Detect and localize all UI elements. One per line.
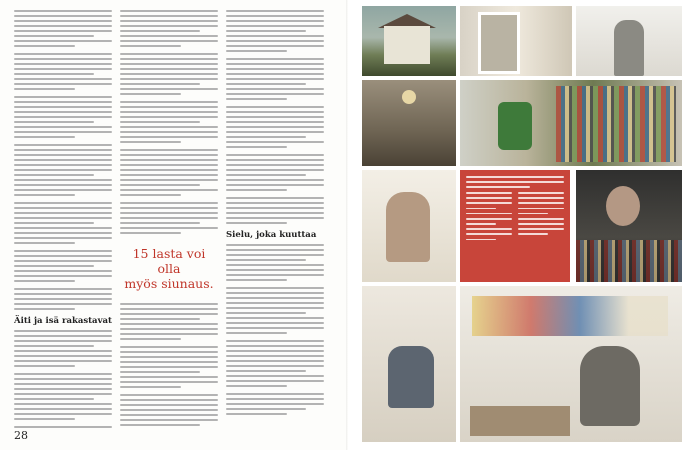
body-text <box>14 330 112 428</box>
body-text <box>226 244 324 415</box>
caption-quote <box>466 192 512 244</box>
photo-interior-lamp <box>362 80 456 166</box>
pull-quote: 15 lasta voi olla myös siunaus. <box>124 246 214 291</box>
body-text <box>14 10 112 310</box>
page-number: 28 <box>14 429 28 442</box>
text-column-2 <box>120 10 218 428</box>
caption-box <box>460 170 570 282</box>
photo-living-room-art <box>460 286 682 442</box>
photo-woman-books <box>576 170 682 282</box>
photo-child-portrait <box>362 170 456 282</box>
photo-wall-frame <box>460 6 572 76</box>
body-text <box>120 303 218 428</box>
subheading-2: Sielu, joka kuuttaa <box>226 230 317 240</box>
right-page <box>348 0 696 450</box>
photo-house-exterior <box>362 6 456 76</box>
caption-text <box>518 192 564 244</box>
text-column-1 <box>14 10 112 428</box>
body-text <box>226 10 324 224</box>
body-text <box>120 10 218 234</box>
photo-bookshelf-room <box>460 80 682 166</box>
photo-person-window <box>576 6 682 76</box>
photo-seated-figure <box>362 286 456 442</box>
subheading-1: Äiti ja isä rakastavat <box>14 316 112 326</box>
text-column-3 <box>226 10 324 428</box>
